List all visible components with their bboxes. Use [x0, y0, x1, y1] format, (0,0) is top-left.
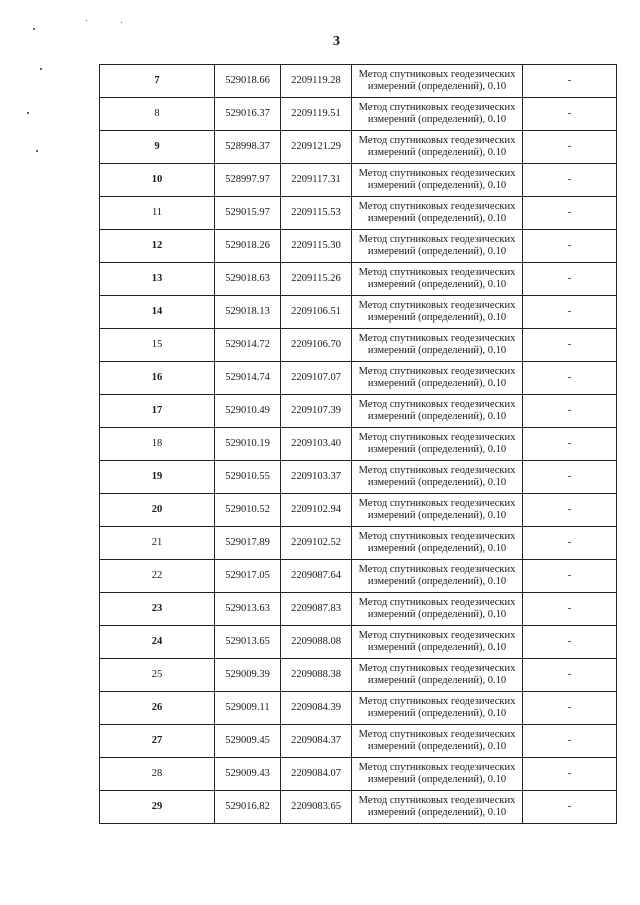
extra-cell: -: [523, 659, 617, 692]
coordinate-y: 2209083.65: [281, 791, 352, 824]
coordinate-x: 529015.97: [215, 197, 281, 230]
method-text-line2: измерений (определений), 0.10: [367, 114, 507, 125]
coordinate-y: 2209115.26: [281, 263, 352, 296]
table-row: [100, 362, 617, 395]
table-row: [100, 791, 617, 824]
method-text-line1: Метод спутниковых геодезических: [358, 69, 516, 80]
point-number: 19: [100, 461, 215, 494]
coordinate-x: 529013.63: [215, 593, 281, 626]
extra-cell: -: [523, 98, 617, 131]
coordinate-y: 2209106.70: [281, 329, 352, 362]
method-cell: [352, 197, 523, 230]
table-row: [100, 131, 617, 164]
extra-cell: -: [523, 131, 617, 164]
table-row: [100, 725, 617, 758]
point-number: 20: [100, 494, 215, 527]
extra-cell: -: [523, 527, 617, 560]
coordinate-y: 2209084.37: [281, 725, 352, 758]
method-text-line2: измерений (определений), 0.10: [367, 246, 507, 257]
table-row: [100, 197, 617, 230]
method-cell: [352, 131, 523, 164]
coordinate-x: 528997.97: [215, 164, 281, 197]
coordinate-y: 2209088.38: [281, 659, 352, 692]
coordinate-y: 2209119.51: [281, 98, 352, 131]
extra-cell: -: [523, 692, 617, 725]
coordinate-y: 2209121.29: [281, 131, 352, 164]
coordinate-y: 2209084.39: [281, 692, 352, 725]
method-cell: [352, 626, 523, 659]
coordinate-x: 529010.49: [215, 395, 281, 428]
method-cell: [352, 395, 523, 428]
method-text-line1: Метод спутниковых геодезических: [358, 102, 516, 113]
method-text-line1: Метод спутниковых геодезических: [358, 795, 516, 806]
point-number: 7: [100, 65, 215, 98]
method-text-line1: Метод спутниковых геодезических: [358, 333, 516, 344]
method-cell: [352, 725, 523, 758]
coordinate-y: 2209102.52: [281, 527, 352, 560]
coordinate-y: 2209107.07: [281, 362, 352, 395]
table-row: [100, 527, 617, 560]
coordinate-x: 529014.72: [215, 329, 281, 362]
extra-cell: -: [523, 395, 617, 428]
coordinate-y: 2209115.30: [281, 230, 352, 263]
coordinate-x: 529010.55: [215, 461, 281, 494]
method-text-line1: Метод спутниковых геодезических: [358, 630, 516, 641]
method-text-line2: измерений (определений), 0.10: [367, 279, 507, 290]
table-row: [100, 758, 617, 791]
method-text-line1: Метод спутниковых геодезических: [358, 201, 516, 212]
coordinate-y: 2209102.94: [281, 494, 352, 527]
coordinate-x: 529018.26: [215, 230, 281, 263]
method-text-line1: Метод спутниковых геодезических: [358, 267, 516, 278]
method-cell: [352, 692, 523, 725]
point-number: 23: [100, 593, 215, 626]
extra-cell: -: [523, 461, 617, 494]
method-cell: [352, 527, 523, 560]
method-text-line2: измерений (определений), 0.10: [367, 708, 507, 719]
coordinate-y: 2209106.51: [281, 296, 352, 329]
extra-cell: -: [523, 197, 617, 230]
coordinate-x: 529009.45: [215, 725, 281, 758]
extra-cell: -: [523, 758, 617, 791]
method-cell: [352, 65, 523, 98]
extra-cell: -: [523, 560, 617, 593]
method-text-line2: измерений (определений), 0.10: [367, 807, 507, 818]
coordinate-y: 2209107.39: [281, 395, 352, 428]
method-text-line2: измерений (определений), 0.10: [367, 345, 507, 356]
method-text-line2: измерений (определений), 0.10: [367, 312, 507, 323]
point-number: 9: [100, 131, 215, 164]
coordinate-x: 529016.37: [215, 98, 281, 131]
method-cell: [352, 659, 523, 692]
point-number: 24: [100, 626, 215, 659]
method-text-line1: Метод спутниковых геодезических: [358, 597, 516, 608]
point-number: 17: [100, 395, 215, 428]
point-number: 28: [100, 758, 215, 791]
point-number: 14: [100, 296, 215, 329]
method-text-line1: Метод спутниковых геодезических: [358, 762, 516, 773]
table-row: [100, 395, 617, 428]
point-number: 12: [100, 230, 215, 263]
table-row: [100, 560, 617, 593]
method-cell: [352, 593, 523, 626]
extra-cell: -: [523, 65, 617, 98]
method-cell: [352, 329, 523, 362]
table-row: [100, 428, 617, 461]
method-text-line2: измерений (определений), 0.10: [367, 444, 507, 455]
method-cell: [352, 428, 523, 461]
method-cell: [352, 263, 523, 296]
extra-cell: -: [523, 428, 617, 461]
table-row: [100, 461, 617, 494]
extra-cell: -: [523, 263, 617, 296]
table-row: [100, 263, 617, 296]
coordinate-y: 2209088.08: [281, 626, 352, 659]
coordinate-y: 2209115.53: [281, 197, 352, 230]
coordinate-y: 2209103.37: [281, 461, 352, 494]
extra-cell: -: [523, 494, 617, 527]
scan-speck: [33, 28, 35, 30]
coordinate-x: 529010.19: [215, 428, 281, 461]
table-row: [100, 659, 617, 692]
method-text-line2: измерений (определений), 0.10: [367, 609, 507, 620]
extra-cell: -: [523, 593, 617, 626]
method-cell: [352, 560, 523, 593]
coordinate-y: 2209119.28: [281, 65, 352, 98]
method-cell: [352, 362, 523, 395]
method-text-line1: Метод спутниковых геодезических: [358, 729, 516, 740]
method-text-line1: Метод спутниковых геодезических: [358, 663, 516, 674]
extra-cell: -: [523, 791, 617, 824]
coordinate-x: 529016.82: [215, 791, 281, 824]
table-row: [100, 494, 617, 527]
coordinate-x: 529009.39: [215, 659, 281, 692]
extra-cell: -: [523, 164, 617, 197]
coordinate-y: 2209087.83: [281, 593, 352, 626]
method-text-line2: измерений (определений), 0.10: [367, 477, 507, 488]
method-text-line1: Метод спутниковых геодезических: [358, 564, 516, 575]
table-row: [100, 230, 617, 263]
scan-speck: [27, 112, 29, 114]
method-text-line2: измерений (определений), 0.10: [367, 213, 507, 224]
scan-speck: [86, 20, 87, 21]
method-cell: [352, 296, 523, 329]
method-text-line2: измерений (определений), 0.10: [367, 147, 507, 158]
extra-cell: -: [523, 362, 617, 395]
coordinate-y: 2209084.07: [281, 758, 352, 791]
coordinate-x: 529017.05: [215, 560, 281, 593]
coordinate-y: 2209087.64: [281, 560, 352, 593]
point-number: 15: [100, 329, 215, 362]
point-number: 16: [100, 362, 215, 395]
table-row: [100, 164, 617, 197]
scan-speck: [36, 150, 38, 152]
point-number: 26: [100, 692, 215, 725]
method-text-line1: Метод спутниковых геодезических: [358, 531, 516, 542]
point-number: 29: [100, 791, 215, 824]
table-row: [100, 296, 617, 329]
method-cell: [352, 791, 523, 824]
page-number: 3: [333, 34, 340, 49]
method-text-line2: измерений (определений), 0.10: [367, 576, 507, 587]
coordinate-x: 529010.52: [215, 494, 281, 527]
method-cell: [352, 461, 523, 494]
method-text-line2: измерений (определений), 0.10: [367, 741, 507, 752]
method-text-line1: Метод спутниковых геодезических: [358, 135, 516, 146]
method-cell: [352, 98, 523, 131]
extra-cell: -: [523, 329, 617, 362]
method-text-line2: измерений (определений), 0.10: [367, 642, 507, 653]
method-text-line2: измерений (определений), 0.10: [367, 510, 507, 521]
coordinate-x: 529014.74: [215, 362, 281, 395]
method-text-line1: Метод спутниковых геодезических: [358, 366, 516, 377]
coordinate-x: 529018.66: [215, 65, 281, 98]
extra-cell: -: [523, 626, 617, 659]
point-number: 18: [100, 428, 215, 461]
extra-cell: -: [523, 725, 617, 758]
scan-speck: [121, 22, 122, 23]
coordinate-x: 529009.11: [215, 692, 281, 725]
method-text-line1: Метод спутниковых геодезических: [358, 300, 516, 311]
method-text-line2: измерений (определений), 0.10: [367, 774, 507, 785]
point-number: 27: [100, 725, 215, 758]
method-cell: [352, 758, 523, 791]
coordinate-y: 2209103.40: [281, 428, 352, 461]
scan-speck: [40, 68, 42, 70]
method-text-line2: измерений (определений), 0.10: [367, 411, 507, 422]
method-text-line2: измерений (определений), 0.10: [367, 81, 507, 92]
point-number: 10: [100, 164, 215, 197]
coordinate-x: 529018.63: [215, 263, 281, 296]
table-row: [100, 65, 617, 98]
method-text-line1: Метод спутниковых геодезических: [358, 498, 516, 509]
method-cell: [352, 164, 523, 197]
point-number: 25: [100, 659, 215, 692]
coordinate-x: 529017.89: [215, 527, 281, 560]
coordinate-x: 529018.13: [215, 296, 281, 329]
point-number: 21: [100, 527, 215, 560]
table-row: [100, 692, 617, 725]
method-text-line2: измерений (определений), 0.10: [367, 378, 507, 389]
method-text-line1: Метод спутниковых геодезических: [358, 168, 516, 179]
method-cell: [352, 230, 523, 263]
method-cell: [352, 494, 523, 527]
coordinate-x: 528998.37: [215, 131, 281, 164]
table-row: [100, 329, 617, 362]
method-text-line2: измерений (определений), 0.10: [367, 675, 507, 686]
method-text-line1: Метод спутниковых геодезических: [358, 399, 516, 410]
table-row: [100, 98, 617, 131]
method-text-line1: Метод спутниковых геодезических: [358, 432, 516, 443]
coordinates-table: [99, 64, 617, 824]
method-text-line2: измерений (определений), 0.10: [367, 543, 507, 554]
method-text-line1: Метод спутниковых геодезических: [358, 696, 516, 707]
coordinate-x: 529009.43: [215, 758, 281, 791]
point-number: 22: [100, 560, 215, 593]
extra-cell: -: [523, 230, 617, 263]
extra-cell: -: [523, 296, 617, 329]
coordinate-x: 529013.65: [215, 626, 281, 659]
coordinate-y: 2209117.31: [281, 164, 352, 197]
point-number: 8: [100, 98, 215, 131]
point-number: 11: [100, 197, 215, 230]
method-text-line1: Метод спутниковых геодезических: [358, 465, 516, 476]
method-text-line2: измерений (определений), 0.10: [367, 180, 507, 191]
table-row: [100, 626, 617, 659]
point-number: 13: [100, 263, 215, 296]
method-text-line1: Метод спутниковых геодезических: [358, 234, 516, 245]
table-row: [100, 593, 617, 626]
